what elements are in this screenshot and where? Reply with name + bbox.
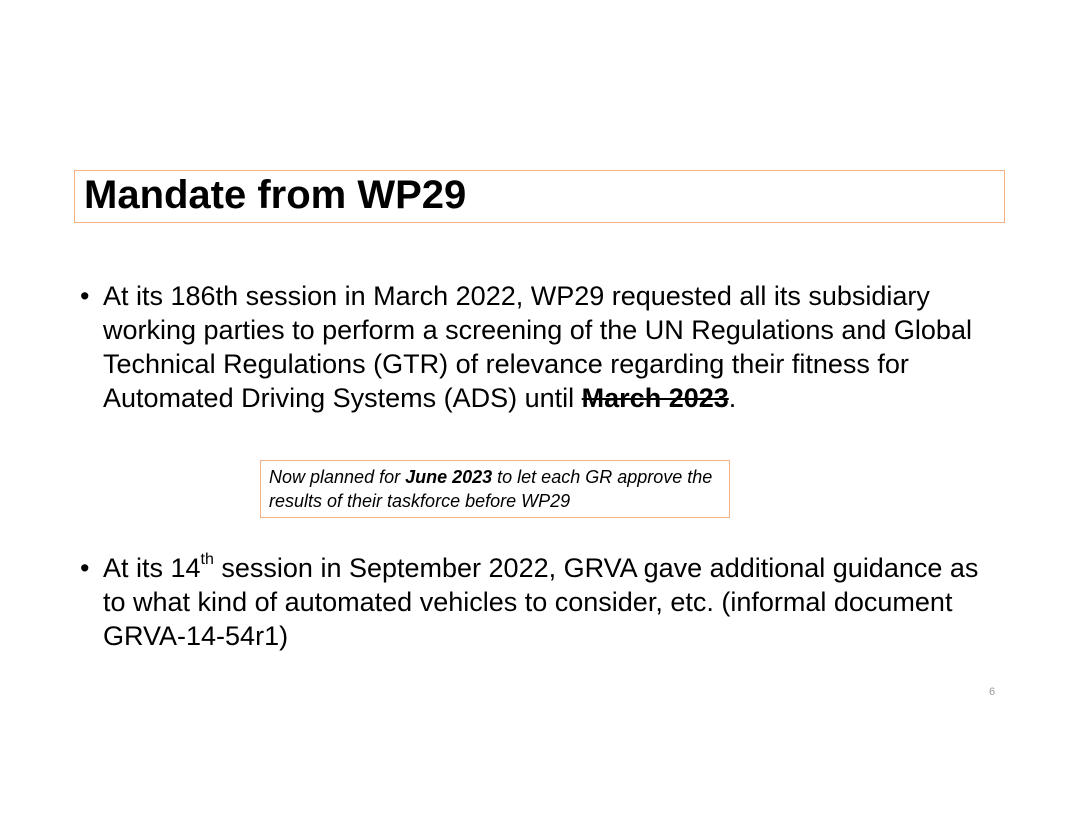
bullet-marker: •: [80, 281, 90, 311]
bullet-text: [103, 551, 1008, 653]
note-text-end: to let each GR approve the results of their taskforce before WP29: [269, 467, 713, 511]
bullet-text-end: .: [728, 383, 737, 413]
bullet-text-main: session in September 2022, GRVA gave additional guidance as to what kind of automated vehicles to consider, etc. (informal document GRVA-14-54r1): [103, 553, 979, 651]
bullet-marker: •: [80, 553, 90, 583]
bullet-text-start: At its 14: [103, 553, 201, 583]
struck-deadline: March 2023: [581, 383, 729, 413]
note-new-date: June 2023: [405, 467, 493, 487]
page-number: 6: [989, 686, 996, 698]
bullet-text: [103, 279, 1008, 415]
note-box: [260, 460, 730, 518]
bullet-text-main: At its 186th session in March 2022, WP29 requested all its subsidiary working parties to perform a screening of the UN Regulations and Global Technical Regulations (GTR) of relevance regarding their fitness for Automated Driving Systems (ADS) until: [103, 281, 972, 413]
slide-title: Mandate from WP29: [84, 173, 467, 217]
note-text-start: Now planned for: [269, 467, 406, 487]
title-box: [74, 170, 1005, 223]
ordinal-superscript: th: [200, 551, 214, 568]
